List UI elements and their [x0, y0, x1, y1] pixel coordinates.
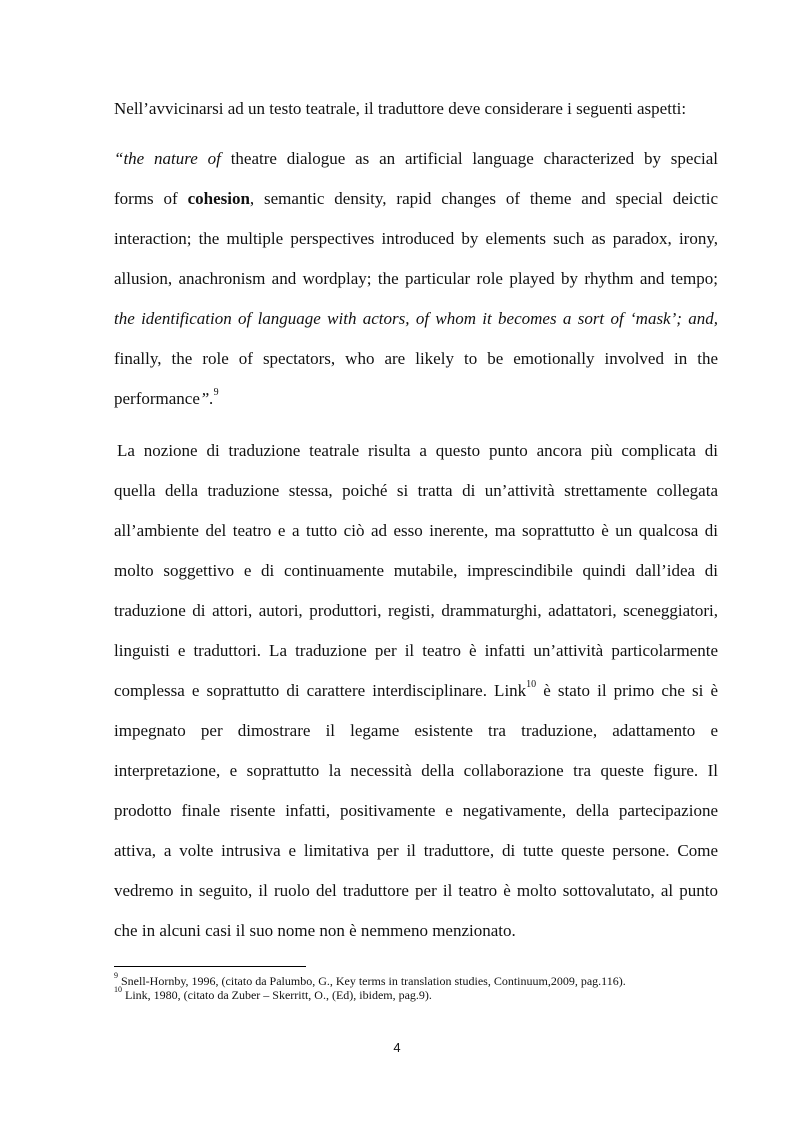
paragraph-line-8: impegnato per dimostrare il legame esistente tra traduzione, adattamento e: [114, 721, 718, 740]
footnote-text: Snell-Hornby, 1996, (citato da Palumbo, G., Key terms in translation studies, Continuum,2009, pag.116).: [121, 974, 626, 988]
paragraph-line-4: molto soggettivo e di continuamente mutabile, imprescindibile quindi dall’idea di: [114, 561, 718, 580]
paragraph-line-6: linguisti e traduttori. La traduzione per il teatro è infatti un’attività particolarmente: [114, 641, 718, 660]
quote-text: , semantic density, rapid changes of theme and special deictic: [249, 189, 719, 208]
footnote-number: 9: [114, 971, 118, 980]
page-number: 4: [393, 1040, 401, 1055]
paragraph-text: è stato il primo che si è: [543, 681, 719, 700]
paragraph-line-3: all’ambiente del teatro e a tutto ciò ad esso inerente, ma soprattutto è un qualcosa di: [114, 521, 718, 540]
footnote-ref-9[interactable]: 9: [213, 387, 219, 399]
footnote-ref-10[interactable]: 10: [526, 679, 537, 691]
footnote-text: Link, 1980, (citato da Zuber – Skerritt, O., (Ed), ibidem, pag.9).: [125, 988, 432, 1002]
quote-line-5: the identification of language with actors, of whom it becomes a sort of ‘mask’; and,: [114, 309, 718, 328]
quote-bold-term: cohesion: [187, 189, 250, 208]
footnote-separator: [114, 966, 306, 967]
quote-text: performance: [114, 389, 200, 408]
footnote-10: [114, 985, 718, 1002]
footnote-number: 10: [114, 985, 122, 994]
paragraph-line-13: che in alcuni casi il suo nome non è nemmeno menzionato.: [114, 921, 516, 940]
quote-close: ”.: [199, 389, 214, 408]
quote-line-6: finally, the role of spectators, who are likely to be emotionally involved in the: [114, 349, 718, 368]
paragraph-line-10: prodotto finale risente infatti, positivamente e negativamente, della partecipazione: [114, 801, 718, 820]
footnote-9: [114, 971, 718, 988]
paragraph-line-9: interpretazione, e soprattutto la necessità della collaborazione tra queste figure. Il: [114, 761, 718, 780]
quote-italic-start: “the nature of: [114, 149, 221, 168]
quote-text: theatre dialogue as an artificial language characterized by special: [230, 149, 718, 168]
quote-line-3: interaction; the multiple perspectives introduced by elements such as paradox, irony,: [114, 229, 718, 248]
quote-line-4: allusion, anachronism and wordplay; the particular role played by rhythm and tempo;: [114, 269, 718, 288]
paragraph-line-12: vedremo in seguito, il ruolo del traduttore per il teatro è molto sottovalutato, al punto: [114, 881, 718, 900]
paragraph-line-1: La nozione di traduzione teatrale risulta a questo punto ancora più complicata di: [117, 441, 718, 460]
paragraph-line-7: [114, 681, 718, 701]
intro-line: Nell’avvicinarsi ad un testo teatrale, il traduttore deve considerare i seguenti aspetti:: [114, 99, 687, 118]
quote-line-7: [114, 389, 718, 409]
paragraph-line-11: attiva, a volte intrusiva e limitativa per il traduttore, di tutte queste persone. Come: [114, 841, 718, 860]
paragraph-text: complessa e soprattutto di carattere interdisciplinare. Link: [114, 681, 527, 700]
quote-text: forms of: [114, 189, 178, 208]
quote-line-2: [114, 189, 718, 209]
paragraph-line-2: quella della traduzione stessa, poiché si tratta di un’attività strettamente collegata: [114, 481, 718, 500]
paragraph-line-5: traduzione di attori, autori, produttori, registi, drammaturghi, adattatori, sceneggiatori,: [114, 601, 718, 620]
quote-line-1: [114, 149, 718, 169]
